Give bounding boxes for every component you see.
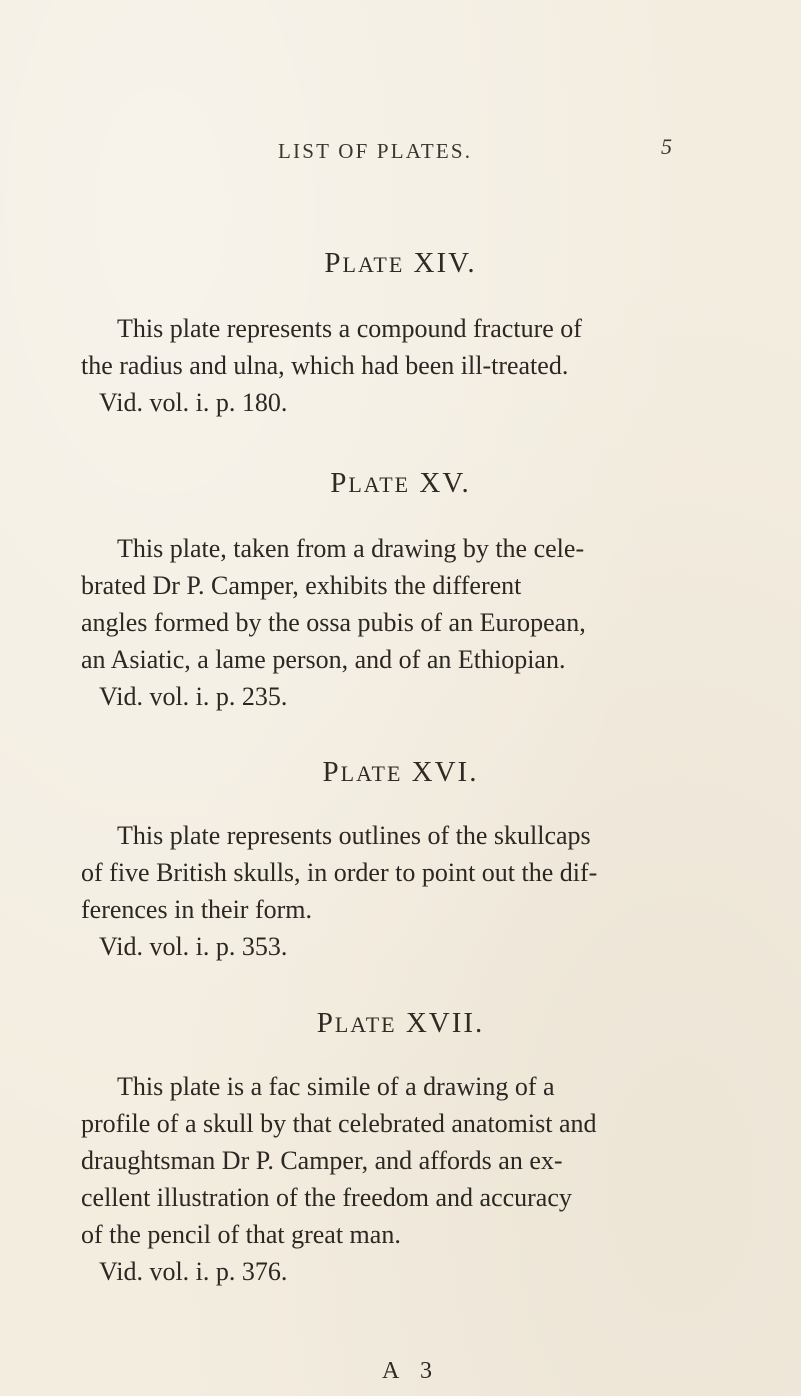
plate-description: This plate is a fac simile of a drawing of a profile of a skull by that celebrated anatomist and draughtsman Dr P. Camper, and affords an ex- cellent illustration of the freedom and accuracy of the pencil of that great man. Vid. vol. i. p. 376. — [81, 1068, 721, 1290]
plate-heading: PLATE XVII. — [316, 1007, 485, 1039]
signature-mark: A 3 — [382, 1358, 441, 1384]
plate-description: This plate represents a compound fracture of the radius and ulna, which had been ill-treated. Vid. vol. i. p. 180. — [81, 310, 721, 421]
plate-heading: PLATE XV. — [330, 467, 471, 499]
volume-reference: Vid. vol. i. p. 353. — [99, 932, 288, 961]
plate-description: This plate represents outlines of the skullcaps of five British skulls, in order to point out the dif- ferences in their form. Vid. vol. i. p. 353. — [81, 817, 721, 965]
volume-reference: Vid. vol. i. p. 376. — [99, 1257, 288, 1286]
plate-heading: PLATE XIV. — [324, 247, 477, 279]
running-head: LIST OF PLATES. — [278, 139, 473, 163]
page-number: 5 — [661, 134, 672, 159]
volume-reference: Vid. vol. i. p. 180. — [99, 388, 288, 417]
volume-reference: Vid. vol. i. p. 235. — [99, 682, 288, 711]
plate-description: This plate, taken from a drawing by the cele- brated Dr P. Camper, exhibits the different angles formed by the ossa pubis of an European, an Asiatic, a lame person, and of an Ethiopian. Vid. vol. i. p. 235. — [81, 530, 721, 715]
plate-heading: PLATE XVI. — [322, 756, 479, 788]
